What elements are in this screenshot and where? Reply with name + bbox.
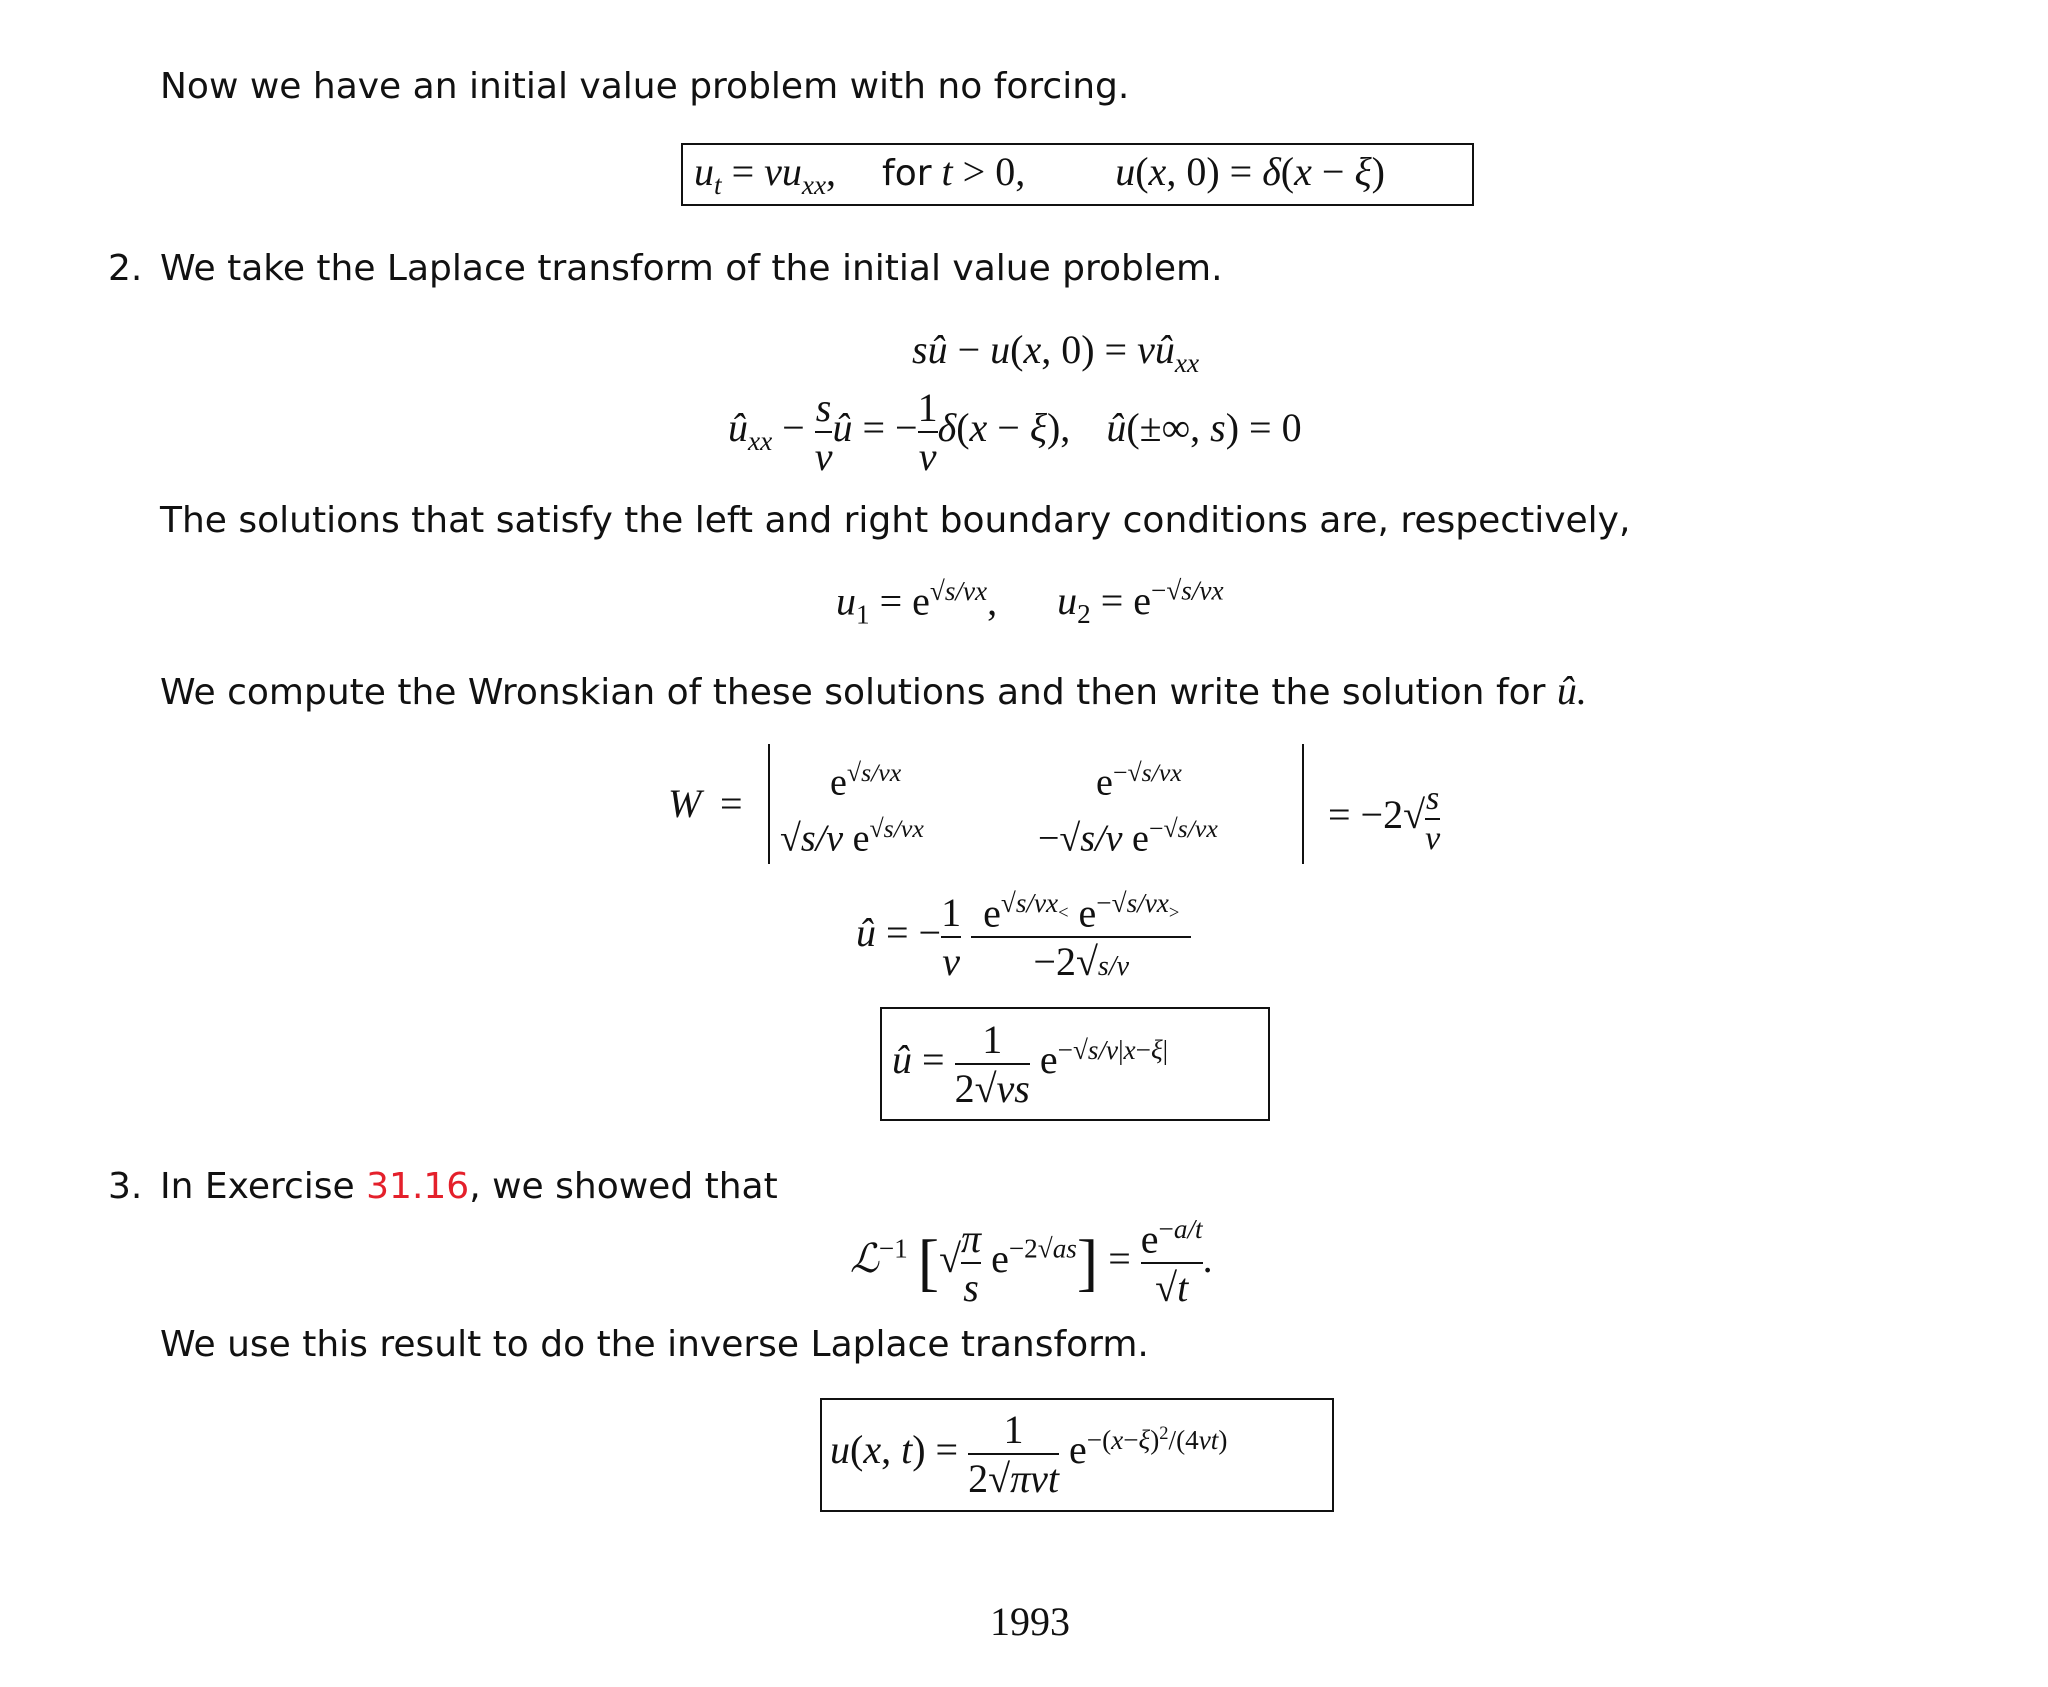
- exercise-reference-link[interactable]: 31.16: [366, 1166, 470, 1207]
- solutions-paragraph: The solutions that satisfy the left and right boundary conditions are, respectively,: [160, 500, 1631, 541]
- ode-in-x-equation: $û_{xx}$ − $\frac{s}{\nu}$ û = − $\frac{1}{\nu}$ δ(x − ξ), û(±∞, s) = 0: [728, 385, 1302, 479]
- laplace-transformed-equation: sû − u(x, $0) = \nu û_{xx}$: [912, 327, 1200, 378]
- wronskian-paragraph-text: We compute the Wronskian of these solutions and then write the solution for: [160, 672, 1546, 713]
- page-number: 1993: [990, 1599, 1070, 1644]
- final-solution-equation: u(x, t) = $\frac{1}{\text{2√πνt}}$ $e^{-(x-\xi)^2/(4\nu t)}$: [830, 1407, 1228, 1501]
- wronskian-paragraph: [160, 667, 1587, 714]
- item-2-text: We take the Laplace transform of the initial value problem.: [160, 248, 1223, 289]
- ivp-equation: $u_t = \nu u_{xx}$, for t > 0, u(x, 0) = δ(x − ξ): [694, 149, 1385, 200]
- item-3-text-prefix: In Exercise: [160, 1166, 355, 1207]
- item-2-number: 2.: [108, 248, 143, 289]
- intro-paragraph: Now we have an initial value problem with no forcing.: [160, 66, 1130, 107]
- item-3-text-suffix: , we showed that: [469, 1166, 778, 1207]
- inverse-laplace-identity-equation: ℒ$^{-1}$ [√ $\frac{\pi}{s}$ $e^{-2√as}$] = $\frac{e^{-a/t}}{√t}$ .: [850, 1214, 1213, 1311]
- page: Now we have an initial value problem with no forcing. $u_t = \nu u_{xx}$, for t > 0, u(x, 0) = δ(x − ξ) 2. We take the Laplace transform of the initial value problem. sû − u(x, $0) = \nu û_{xx}$ $û_{xx}$ − $\frac{s}{\nu}$ û = − $\frac{1}{\nu}$ δ(x − ξ), û(±∞, s) = 0 The solutions that satisfy the left and right boundary conditions are, respectively, $u_1 = e^{√s/\nu x}$, $u_2 = e^{-√s/\nu x}$ We compute the Wronskian of these solutions and then write the solution for û. W = $e^{√s/\nu x}$ $e^{-√s/\nu x}$ √s/ν $e^{√s/\nu x}$ −√s/ν $e^{-√s/\nu x}$ = −2√ $\frac{s}{\nu}$ û = − $\frac{1}{\nu}$ $\frac{e^{√s/\nu x_<} e^{-√s/\nu x_>}}{-2√s/\nu}$ û = $\frac{1}{2√\nu s}$ $e^{-√s/\nu|x-\xi|}$ 3. In Exercise 31.16, we showed that ℒ$^{-1}$ [√ $\frac{\pi}{s}$ $e^{-2√as}$] = $\frac{e^{-a/t}}{√t}$ . We use this result to do the inverse Laplace transform. u(x, t) = $\frac{1}{\text{2√πνt}}$ $e^{-(x-\xi)^2/(4\nu t)}$ 1993: [108, 66, 1631, 1644]
- item-3-number: 3.: [108, 1166, 143, 1207]
- homogeneous-solutions-equation: $u_1 = e^{√s/\nu x}$, $u_2 = e^{-√s/\nu x}$: [836, 576, 1224, 630]
- item-3-text: [160, 1166, 778, 1207]
- uhat-final-equation: û = $\frac{1}{2√\nu s}$ $e^{-√s/\nu|x-\xi|}$: [892, 1017, 1169, 1111]
- uhat-intermediate-equation: û = − $\frac{1}{\nu}$ $\frac{e^{√s/\nu x_<} e^{-√s/\nu x_>}}{-2√s/\nu}$: [856, 888, 1191, 985]
- uhat-symbol: û.: [1556, 668, 1587, 713]
- ivp-condition-text: for: [882, 153, 932, 194]
- inverse-transform-paragraph: We use this result to do the inverse Laplace transform.: [160, 1324, 1149, 1365]
